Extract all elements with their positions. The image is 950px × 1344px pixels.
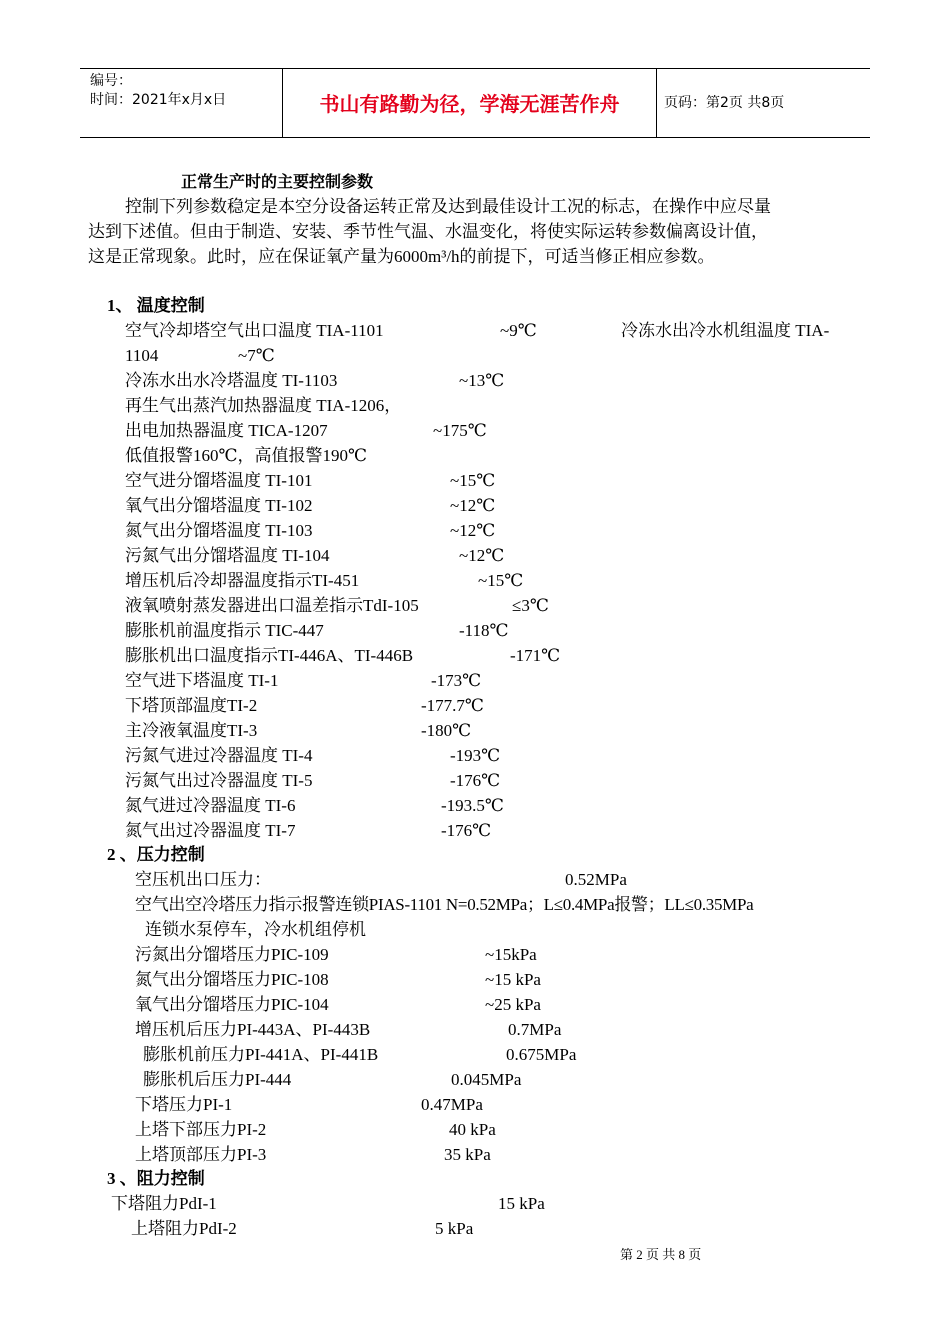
- intro-line-1: 控制下列参数稳定是本空分设备运转正常及达到最佳设计工况的标志，在操作中应尽量: [125, 197, 771, 216]
- pressure-row-label: 污氮出分馏塔压力PIC-109: [135, 945, 329, 964]
- temperature-heading: 1、 温度控制: [107, 296, 205, 315]
- temperature-row-label: 主冷液氧温度TI-3: [125, 721, 258, 740]
- page-footer: 第 2 页 共 8 页: [620, 1247, 702, 1262]
- temperature-row-label: 氮气出过冷器温度 TI-7: [125, 821, 296, 840]
- resistance-row-label: 上塔阻力PdI-2: [131, 1219, 237, 1238]
- pressure-row-value: 0.675MPa: [506, 1045, 577, 1064]
- temperature-row-value: ~175℃: [433, 421, 487, 440]
- temperature-row-label: 氧气出分馏塔温度 TI-102: [125, 496, 313, 515]
- pressure-row-label: 膨胀机前压力PI-441A、PI-441B: [143, 1045, 379, 1064]
- pressure-row-value: 0.47MPa: [421, 1095, 483, 1114]
- temperature-row-value: -176℃: [450, 771, 501, 790]
- temperature-row-label: 膨胀机出口温度指示TI-446A、TI-446B: [125, 646, 414, 665]
- temperature-row-label: 氮气出分馏塔温度 TI-103: [125, 521, 313, 540]
- temperature-row-value: -177.7℃: [421, 696, 484, 715]
- pressure-row-label: 氮气出分馏塔压力PIC-108: [135, 970, 329, 989]
- resistance-row-value: 15 kPa: [498, 1194, 545, 1213]
- document-time-label: 时间：2021年x月x日: [90, 92, 227, 108]
- temperature-row-label: 低值报警160℃，高值报警190℃: [125, 446, 368, 465]
- temperature-row-value: ~7℃: [238, 346, 275, 365]
- pressure-heading: 2 、压力控制: [107, 845, 205, 864]
- temperature-row-value: -193℃: [450, 746, 501, 765]
- temperature-row-label: 液氧喷射蒸发器进出口温差指示TdI-105: [125, 596, 419, 615]
- temperature-row-value: -171℃: [510, 646, 561, 665]
- temperature-row-label: 冷冻水出水冷塔温度 TI-1103: [125, 371, 338, 390]
- intro-line-2: 达到下述值。但由于制造、安装、季节性气温、水温变化，将使实际运转参数偏离设计值，: [88, 222, 768, 241]
- header-motto: 书山有路勤为径，学海无涯苦作舟: [319, 92, 620, 116]
- temperature-row-label: 污氮气出过冷器温度 TI-5: [125, 771, 313, 790]
- pressure-row-value: 40 kPa: [449, 1120, 496, 1139]
- temperature-row-value: ~12℃: [450, 496, 496, 515]
- temperature-row-label: 空气进分馏塔温度 TI-101: [125, 471, 313, 490]
- pressure-row-value: 0.045MPa: [451, 1070, 522, 1089]
- section-title: 正常生产时的主要控制参数: [181, 172, 374, 191]
- temperature-row-label: 污氮气出分馏塔温度 TI-104: [125, 546, 330, 565]
- pressure-row-value: ~15 kPa: [485, 970, 541, 989]
- temperature-row-value: ~9℃: [500, 321, 537, 340]
- temperature-row-value: -176℃: [441, 821, 492, 840]
- pressure-row-label: 氧气出分馏塔压力PIC-104: [135, 995, 329, 1014]
- temperature-row-label: 污氮气进过冷器温度 TI-4: [125, 746, 313, 765]
- resistance-row-label: 下塔阻力PdI-1: [111, 1194, 217, 1213]
- pressure-row-label: 空压机出口压力：: [135, 870, 271, 889]
- temperature-row-extra: 冷冻水出冷水机组温度 TIA-: [621, 321, 830, 340]
- temperature-row-label: 出电加热器温度 TICA-1207: [125, 421, 328, 440]
- pressure-row-label: 上塔下部压力PI-2: [135, 1120, 267, 1139]
- pressure-row-value: 0.52MPa: [565, 870, 627, 889]
- resistance-row-value: 5 kPa: [435, 1219, 474, 1238]
- pressure-row-value: ~25 kPa: [485, 995, 541, 1014]
- intro-line-3: 这是正常现象。此时，应在保证氧产量为6000m³/h的前提下，可适当修正相应参数。: [88, 247, 715, 266]
- temperature-row-value: ~12℃: [459, 546, 505, 565]
- temperature-row-value: ~15℃: [450, 471, 496, 490]
- temperature-row-value: -180℃: [421, 721, 472, 740]
- header-info-cell: [80, 69, 282, 137]
- temperature-row-label: 再生气出蒸汽加热器温度 TIA-1206，: [125, 396, 402, 415]
- pressure-row-value: 35 kPa: [444, 1145, 491, 1164]
- pressure-row-value: 0.7MPa: [508, 1020, 562, 1039]
- pressure-row-label: 增压机后压力PI-443A、PI-443B: [135, 1020, 371, 1039]
- temperature-row-label: 空气冷却塔空气出口温度 TIA-1101: [125, 321, 384, 340]
- pressure-row-label: 下塔压力PI-1: [135, 1095, 233, 1114]
- temperature-row-value: -193.5℃: [441, 796, 504, 815]
- document-code-label: 编号：: [90, 73, 132, 89]
- temperature-row-label: 氮气进过冷器温度 TI-6: [125, 796, 296, 815]
- temperature-row-label: 增压机后冷却器温度指示TI-451: [125, 571, 360, 590]
- temperature-row-label: 1104: [125, 346, 159, 365]
- pressure-row-label: 膨胀机后压力PI-444: [143, 1070, 292, 1089]
- header-page-number: 页码：第2页 共8页: [664, 95, 785, 111]
- header-page-cell: [656, 69, 870, 137]
- temperature-row-label: 下塔顶部温度TI-2: [125, 696, 258, 715]
- temperature-row-value: ~15℃: [478, 571, 524, 590]
- temperature-row-value: ~13℃: [459, 371, 505, 390]
- temperature-row-value: -118℃: [459, 621, 509, 640]
- pressure-row-label: 上塔顶部压力PI-3: [135, 1145, 267, 1164]
- pressure-row-value: ~15kPa: [485, 945, 537, 964]
- temperature-row-value: -173℃: [431, 671, 482, 690]
- temperature-row-label: 膨胀机前温度指示 TIC-447: [125, 621, 324, 640]
- resistance-heading: 3 、阻力控制: [107, 1169, 205, 1188]
- temperature-row-value: ~12℃: [450, 521, 496, 540]
- page-header: [80, 68, 870, 138]
- pressure-row-label: 连锁水泵停车，冷水机组停机: [145, 920, 366, 939]
- temperature-row-value: ≤3℃: [512, 596, 549, 615]
- header-motto-cell: [282, 69, 657, 137]
- pressure-row-label: 空气出空冷塔压力指示报警连锁PIAS-1101 N=0.52MPa；L≤0.4MPa报警；LL≤0.35MPa: [135, 895, 754, 914]
- temperature-row-label: 空气进下塔温度 TI-1: [125, 671, 279, 690]
